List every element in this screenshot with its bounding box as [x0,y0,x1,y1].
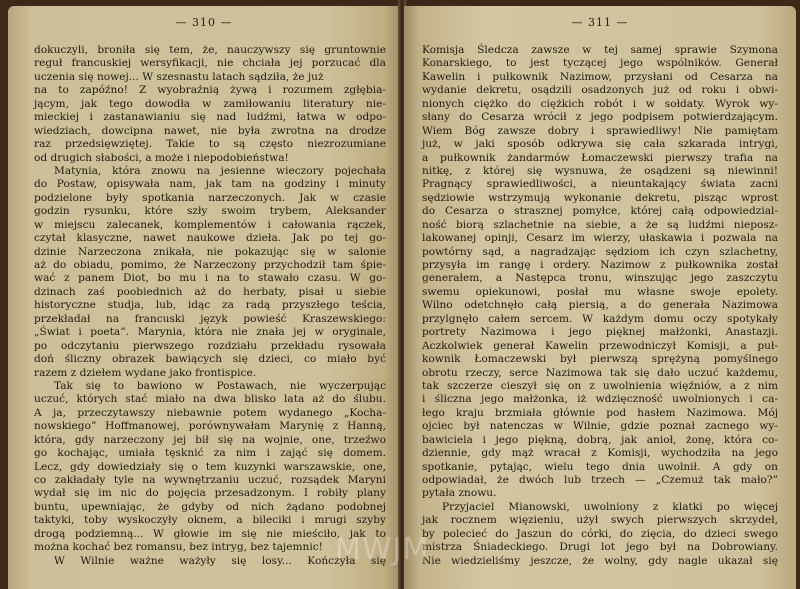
text-line: przylgnęło całem sercem. W każdym domu oczy spotykały [422,312,778,325]
text-line: wydanie dekretu, osądzili osadzonych już od roku i obwi- [422,84,778,97]
text-line: do Postaw, opisywała nam, jak tam na godziny i minuty [34,178,386,191]
text-line: wydał się im nic do pojęcia przesadzonym. I robiły plany [34,487,386,500]
text-line: jącym, jak tego dowodła w zamiłowaniu literatury nie- [34,97,386,110]
text-line: dziennie, gdy mąż wracał z Komisji, wychodziła na jego [422,447,778,460]
text-line: uczenia się nowej... W szesnastu latach sądziła, że już [34,70,324,83]
text-line: nitkę, z której się wysnuwa, że osądzeni są niewinni! [422,164,778,177]
text-line: wiedziach, dowcipna nawet, nie była zwrotna na drodze [34,124,386,137]
text-line: raz przedsięwziętej. Takie to są często niezrozumiane [34,138,386,151]
text-line: generałem, a Następca tronu, winszując jego zaszczytu [422,272,778,285]
text-line: aż do obiadu, pomimo, że Narzeczony przychodził tam śpie- [34,259,386,271]
text-line: lakowanej opinji, Cesarz im wierzy, ułaskawia i pozwala na [422,232,778,245]
text-line: taktyki, toby wyskoczyły oknem, a bileciki i mrugi szyby [34,514,386,527]
text-line: Wiem Bóg zawsze dobry i sprawiedliwy! Nie pamiętam [422,124,778,137]
text-line: spotkanie, pytając, wielu tego dnia uwolnił. A gdy on [422,460,778,473]
text-line: powtórny sąd, a nagradzając sędziom ich czyn szlachetny, [422,245,778,258]
text-line: przekładał na francuski język powieść Kraszewskiego: [34,312,386,325]
text-line: ność biorą szlachetnie na siebie, a że są ludźmi nieposz- [422,218,778,231]
text-line: Tak się to bawiono w Postawach, nie wyczerpując [54,379,386,392]
text-line: Kawelin i pułkownik Nazimow, przysłani od Cesarza na [422,70,778,83]
left-page [8,6,400,589]
text-line: mieckiej i zastanawianiu się nad ludźmi, łatwa w odpo- [34,111,386,124]
text-line: tak szczerze cieszył się on z uwolnienia więźniów, a z nim [422,379,778,392]
text-line: Matynia, która znowu na jesienne wieczory pojechała [54,164,386,177]
text-line: A ja, przeczytawszy niebawnie potem wydanego „Kocha- [34,406,386,419]
text-line: historyczne studja, lub, idąc za radą przyszłego teścia, [34,299,386,312]
right-page-text [422,44,778,568]
text-line: po odczytaniu pierwszego rozdziału przekładu rysowała [34,339,386,352]
right-page [404,6,796,589]
text-line: Aczkolwiek generał Kawelin przewodniczył Komisji, a puł- [422,339,778,352]
text-line: która, gdy narzeczony jej bił się na wojnie, one, trzeźwo [34,433,386,446]
text-line: Przyjaciel Mianowski, uwolniony z klatki po więcej [442,500,778,513]
text-line: bawiciela i jego piękną, dobrą, jak anioł, żonę, która co- [422,433,778,446]
text-line: obrotu rzeczy, serce Nazimowa tak się dało uczuć każdemu, [422,366,778,379]
text-line: do Cesarza o strasznej pomyłce, której całą odpowiedzial- [422,205,778,218]
text-line: by polecieć do Jaszun do córki, do zięcia, do dzieci swego [422,527,778,540]
text-line: W Wilnie ważne ważyły się losy... Kończyła się [54,554,386,567]
text-line: nowskiego” Hoffmanowej, porównywałam Marynię z Hanną, [34,420,386,433]
text-line: godzin rysunku, które szły swoim trybem, Aleksander [34,205,386,218]
watermark: MWJM [335,532,430,567]
text-line: portrety Nazimowa i jego pięknej małżonki, Anastazji. [422,326,778,339]
page-number-left: — 310 — [175,16,233,29]
text-line: dzinie Narzeczona znikała, nie pokazując się w salonie [34,245,386,258]
text-line: jak rocznem więzieniu, użył swych pierwszych skrzydeł, [422,514,778,527]
text-line: już, w jaki sposób odkrywa się cała szkarada intrygi, [422,138,778,151]
text-line: uczuć, których stać miało na dwa blisko lata aż do ślubu. [34,393,386,406]
text-line: na to zapóźno! Z wyobraźnią żywą i rozumem zgłębia- [34,84,386,97]
text-line: Nie wiedzieliśmy jeszcze, że wolny, gdy nagle ukazał się [422,554,778,567]
text-line: doń śliczny obrazek bawiących się dzieci, co miało być [34,353,386,366]
text-line: kownik Łomaczewski był pierwszą sprężyną pomyślnego [422,353,778,366]
text-line: drogą podziemną... W głowie im się nie mieściło, jak to [34,527,386,540]
text-line: Komisja Śledcza zawsze w tej samej sprawie Szymona [422,44,778,56]
text-line: swemu opiekunowi, posłał mu własne swoje epolety. [422,285,778,298]
text-line: w miejscu zalecanek, komplementów i całowania rączek, [34,218,386,231]
text-line: „Świat i poeta”. Marynia, która nie znała jej w oryginale, [34,326,386,339]
left-page-text [34,44,386,568]
text-line: dokuczyli, broniła się tem, że, nauczywszy się gruntownie [34,44,386,56]
text-line: Lecz, gdy dowiedziały się o tem kuzynki warszawskie, one, [34,460,386,473]
text-line: słany do Cesarza wrócił z jego podpisem potwierdzającym. [422,111,778,124]
text-line: i śliczna jego małżonka, iż wdzięczność uwolnionych i ca- [422,393,778,406]
text-line: ojciec był natenczas w Wilnie, gdzie poznał zacnego wy- [422,420,778,433]
text-line: wać z panem Diot, bo mu i na to stawało czasu. W go- [34,272,386,285]
text-line: mistrza Śniadeckiego. Drugi lot jego był na Dobrowiany. [422,541,778,554]
text-line: co zakładały tyle na wywnętrzaniu uczuć, rozsądek Maryni [34,474,386,486]
text-line: przysyła im rangę i ordery. Nazimow z pułkownika został [422,259,778,271]
text-line: go kochając, umiała tęsknić za nim i zająć się domem. [34,447,386,460]
text-line: reguł francuskiej wersyfikacji, nie chciała jej porzucać dla [34,57,386,70]
text-line: pytała znowu. [422,487,497,500]
text-line: łego kraju brzmiała głównie pod hasłem Nazimowa. Mój [422,406,778,419]
text-line: Wilno odetchnęło całą piersią, a do generała Nazimowa [422,299,778,312]
text-line: buntu, upewniając, że gdyby od nich żądano podobnej [34,500,386,513]
text-line: podzielone były spotkania narzeczonych. Jak w czasie [34,191,386,204]
text-line: Konarskiego, to jest tyczącej jego wspólników. Generał [422,57,778,70]
page-number-right: — 311 — [571,16,629,29]
text-line: Pragnący sprawiedliwości, a nieuntakający świata zacni [422,178,778,191]
text-line: odpowiadał, że dwóch lub trzech — „Czemuż tak mało?” [422,474,778,486]
text-line: nionych ciężko do ciężkich robót i w sołdaty. Wyrok wy- [422,97,778,110]
text-line: dzinach zaś poobiednich aż do herbaty, pisał u siebie [34,285,386,298]
text-line: a pułkownik żandarmów Łomaczewski pierwszy trafia na [422,151,778,164]
text-line: sędziowie wstrzymują wykonanie dekretu, pisząc wprost [422,191,778,204]
text-line: można kochać bez romansu, bez intryg, bez tajemnic! [34,541,323,554]
text-line: od drugich słabości, a może i niepodobieństwa! [34,151,289,164]
text-line: razem z dziełem wydane jako frontispice. [34,366,257,379]
text-line: czytał klasyczne, nawet naukowe dzieła. Jak po tej go- [34,232,386,245]
